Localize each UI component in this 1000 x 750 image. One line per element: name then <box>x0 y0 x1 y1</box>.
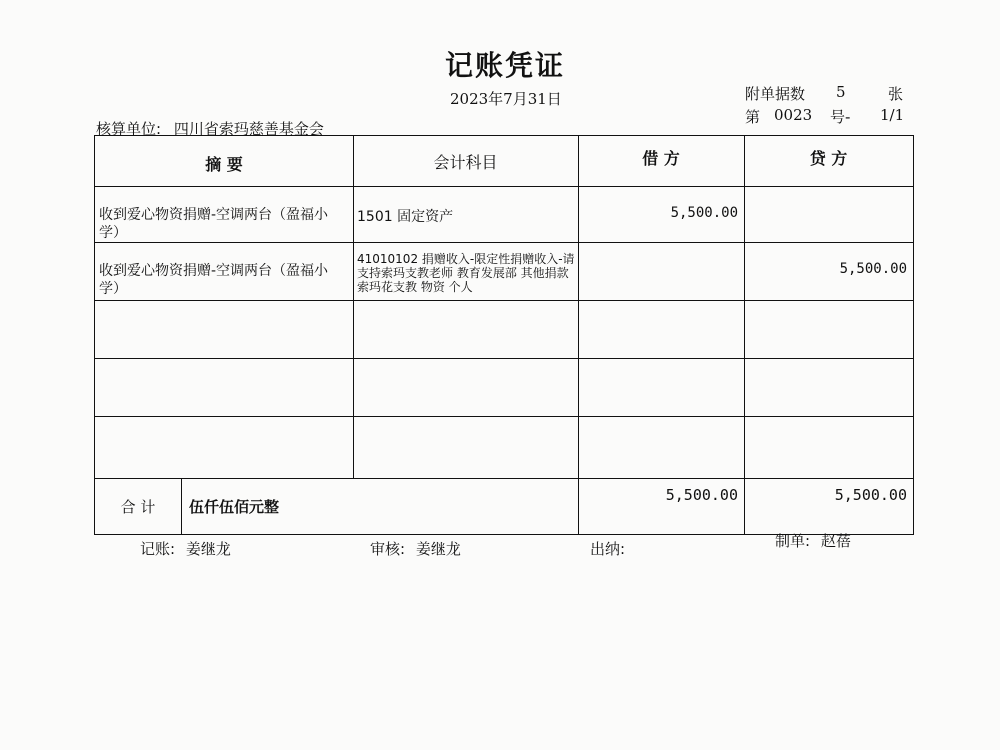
header-credit: 贷 方 <box>809 149 848 168</box>
column-divider <box>578 136 579 534</box>
voucher-title: 记账凭证 <box>444 49 565 82</box>
voucher-number: 0023 <box>774 106 813 124</box>
row2-credit: 5,500.00 <box>839 261 907 277</box>
row-divider <box>95 186 913 187</box>
header-account: 会计科目 <box>433 153 498 172</box>
bookkeeper-name: 姜继龙 <box>185 540 231 558</box>
total-label: 合 计 <box>120 498 156 516</box>
reviewer-name: 姜继龙 <box>415 540 461 558</box>
accounting-unit-name: 四川省索玛慈善基金会 <box>173 120 324 138</box>
row-divider <box>95 242 913 243</box>
row-divider <box>95 478 913 479</box>
column-divider <box>353 136 354 478</box>
preparer-signature <box>775 530 851 551</box>
header-debit: 借 方 <box>642 149 680 168</box>
voucher-date: 2023年7月31日 <box>450 90 562 108</box>
row1-debit: 5,500.00 <box>670 205 738 221</box>
row-divider <box>95 358 913 359</box>
row1-summary: 收到爱心物资捐赠-空调两台（盈福小学） <box>99 207 329 241</box>
cashier-label: 出纳: <box>590 540 626 558</box>
row-divider <box>95 300 913 301</box>
voucher-number-label: 第 <box>745 108 761 126</box>
row2-summary: 收到爱心物资捐赠-空调两台（盈福小学） <box>99 263 329 297</box>
header-summary: 摘 要 <box>205 155 243 174</box>
cashier-signature <box>590 538 631 559</box>
total-credit: 5,500.00 <box>834 486 907 504</box>
attachments-label: 附单据数 <box>745 85 806 103</box>
voucher-page: 1/1 <box>880 106 905 124</box>
total-debit: 5,500.00 <box>665 486 738 504</box>
attachments-count: 5 <box>836 83 846 101</box>
total-amount-words: 伍仟伍佰元整 <box>189 498 280 516</box>
accounting-unit-label: 核算单位: <box>96 120 162 138</box>
preparer-name: 赵蓓 <box>820 532 851 550</box>
preparer-label: 制单: <box>775 532 811 550</box>
column-divider <box>744 136 745 534</box>
reviewer-signature <box>370 538 461 559</box>
column-divider <box>181 478 182 534</box>
row1-account: 1501 固定资产 <box>357 209 454 225</box>
attachments-unit: 张 <box>888 85 904 103</box>
bookkeeper-signature <box>140 538 231 559</box>
voucher-number-suffix: 号- <box>830 108 851 126</box>
row-divider <box>95 416 913 417</box>
row2-account: 41010102 捐赠收入-限定性捐赠收入-请支持索玛支教老师 教育发展部 其他捐款 索玛花支教 物资 个人 <box>357 252 575 294</box>
bookkeeper-label: 记账: <box>140 540 176 558</box>
reviewer-label: 审核: <box>370 540 406 558</box>
voucher-table <box>94 135 914 535</box>
